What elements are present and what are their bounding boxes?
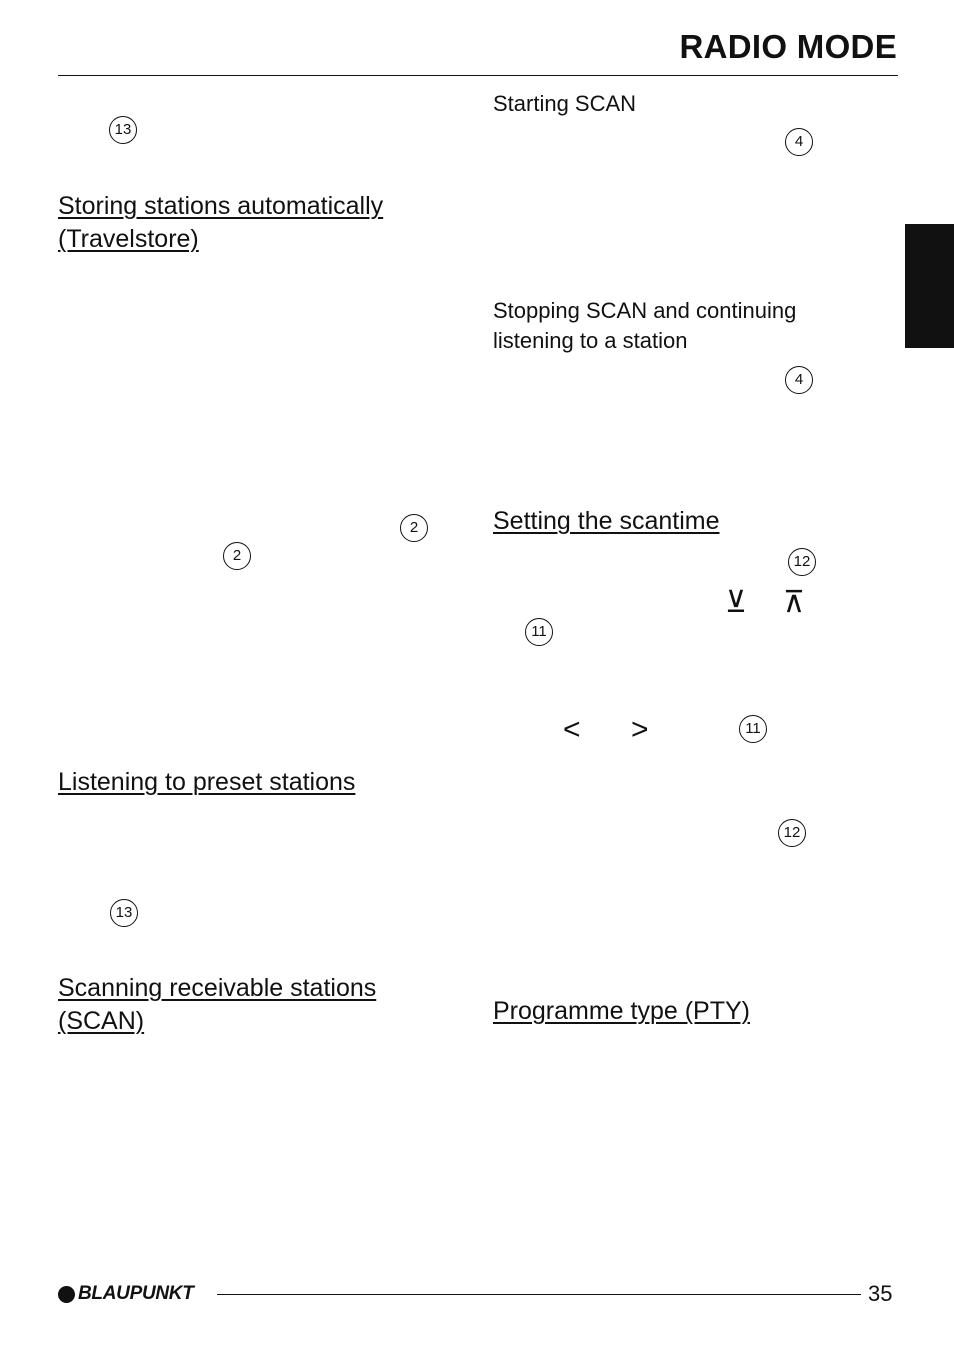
- heading-travelstore-line1: Storing stations automatically: [58, 192, 384, 220]
- control-number-4: 4: [785, 366, 813, 394]
- heading-scan-line1: Scanning receivable stations: [58, 974, 377, 1002]
- page-title: RADIO MODE: [679, 28, 897, 65]
- subheading-stopping-scan: [493, 296, 796, 356]
- left-arrow-icon: <: [563, 713, 581, 746]
- up-arrow-icon: ⊼: [783, 586, 805, 619]
- subheading-stopping-scan-line1: Stopping SCAN and continuing: [493, 298, 797, 323]
- control-number-12: 12: [778, 819, 806, 847]
- page-number: 35: [868, 1281, 893, 1306]
- logo-dot-icon: [58, 1286, 75, 1303]
- heading-scantime: Setting the scantime: [493, 507, 720, 535]
- control-number-11: 11: [525, 618, 553, 646]
- control-number-13: 13: [109, 116, 137, 144]
- control-number-2: 2: [223, 542, 251, 570]
- control-number-4: 4: [785, 128, 813, 156]
- heading-pty: Programme type (PTY): [493, 997, 751, 1025]
- brand-logo: [58, 1283, 194, 1305]
- heading-scan: [58, 972, 376, 1038]
- right-arrow-icon: >: [631, 713, 649, 746]
- heading-travelstore: [58, 190, 383, 256]
- brand-name: BLAUPUNKT: [78, 1283, 194, 1304]
- control-number-13: 13: [110, 899, 138, 927]
- subheading-stopping-scan-line2: listening to a station: [493, 328, 688, 353]
- heading-scan-line2: (SCAN): [58, 1007, 145, 1035]
- down-arrow-icon: ⊻: [725, 586, 747, 619]
- control-number-11: 11: [739, 715, 767, 743]
- subheading-starting-scan: Starting SCAN: [493, 91, 637, 116]
- section-tab-marker: [905, 224, 954, 348]
- control-number-2: 2: [400, 514, 428, 542]
- heading-travelstore-line2: (Travelstore): [58, 225, 199, 253]
- footer-rule: [217, 1294, 861, 1295]
- heading-preset-stations: Listening to preset stations: [58, 768, 356, 796]
- control-number-12: 12: [788, 548, 816, 576]
- header-rule: [58, 75, 898, 76]
